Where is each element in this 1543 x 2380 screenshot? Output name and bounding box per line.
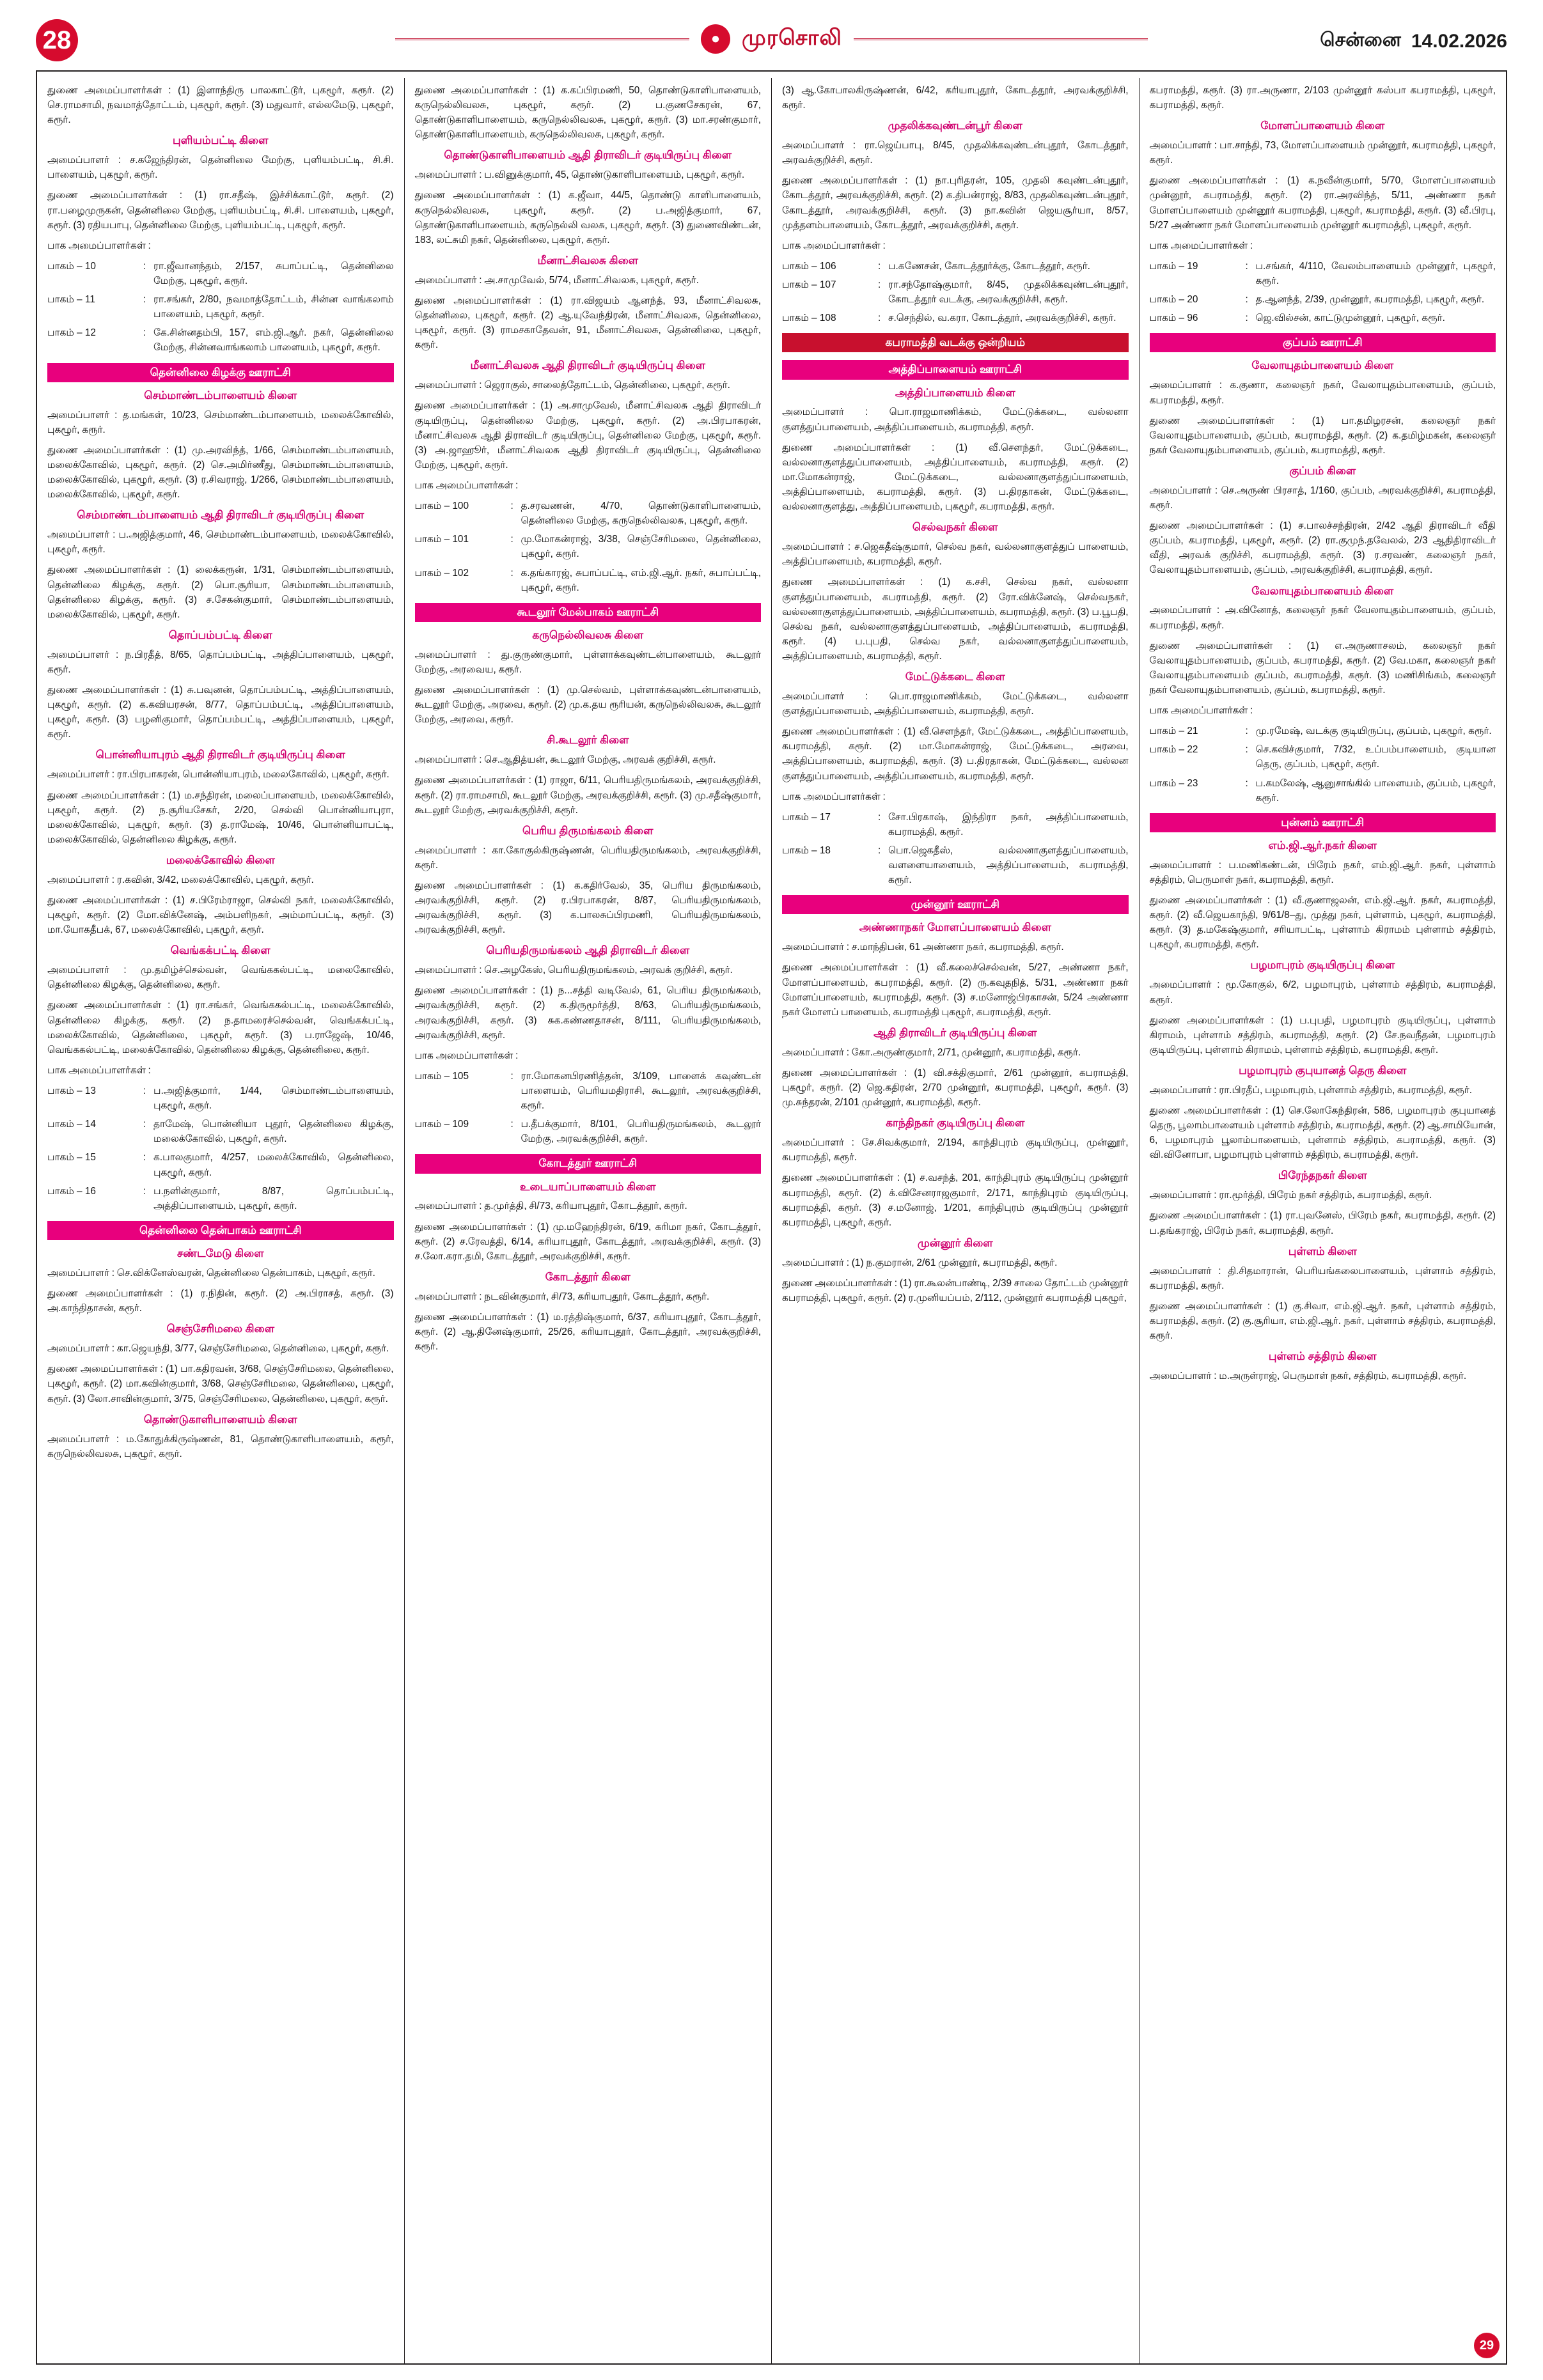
paragraph: துணை அமைப்பாளர்கள் : (1) இளாந்திரு பாலகாட்டூர், புகழூர், கரூர். (2) செ.ராமசாமி, நவமாத்தோட்டம், புகழூர், கரூர். (3) மதுவார், எல்லமேடு, புகழூர், கரூர். — [47, 85, 394, 126]
list-item — [415, 1117, 762, 1146]
section-heading: உடையாப்பாளையம் கிளை — [520, 1180, 656, 1193]
list-item — [415, 1069, 762, 1113]
paragraph: பாக அமைப்பாளர்கள் : — [47, 1064, 151, 1076]
list-item — [47, 1084, 394, 1113]
list-item — [415, 532, 762, 561]
paragraph: துணை அமைப்பாளர்கள் : (1) ப.புபதி, பழமாபுரம் குடியிருப்பு, புள்ளாம் கிராமம், புள்ளாம் சத்திரம், கபராமத்தி, கரூர். (2) சே.நவநீதன், பழமாபுரம் குடியிருப்பு, புள்ளாம் கிராமம், புள்ளாம் சத்திரம், கபராமத்தி, கரூர். — [1149, 1015, 1496, 1055]
paragraph: துணை அமைப்பாளர்கள் : (1) கு.சிவா, எம்.ஜி.ஆர். நகர், புள்ளாம் சத்திரம், கபராமத்தி, கரூர். (2) கு.சூரியா, எம்.ஜி.ஆர். நகர், புள்ளாம் சத்திரம், கபராமத்தி, கரூர். — [1149, 1300, 1496, 1342]
section-heading: புள்ளம் சத்திரம் கிளை — [1268, 1350, 1377, 1363]
list-item-value: ரா.சந்தோஷ்குமார், 8/45, முதலிக்கவுண்டன்புதூர், கோடத்தூர் வடக்கு, அரவக்குறிச்சி, கரூர். — [888, 279, 1129, 306]
list-item — [782, 843, 1129, 887]
list-item — [47, 1150, 394, 1179]
paragraph: அமைப்பாளர் : மு.தமிழ்ச்செல்வன், வெங்ககல்பட்டி, மலைகோவில், தென்னிலை கிழக்கு, தென்னிலை, கரூர். — [47, 965, 394, 991]
list-item-key: பாகம் – 17 — [782, 811, 831, 823]
paragraph: அமைப்பாளர் : ரா.ஜெய்பாபு, 8/45, முதலிக்கவுண்டன்புதூர், கோடத்தூர், அரவக்குறிச்சி, கரூர். — [782, 140, 1129, 166]
list-item-value: மு.மோகன்ராஜ், 3/38, செஞ்சேரிமலை, தென்னிலை, புகழூர், கரூர். — [521, 534, 761, 560]
paragraph: அமைப்பாளர் : நடவின்குமார், சி/73, கரியாபுதூர், கோடத்தூர், கரூர். — [414, 1291, 710, 1302]
paragraph: பாக அமைப்பாளர்கள் : — [414, 480, 519, 491]
paragraph: துணை அமைப்பாளர்கள் : (1) க.சசி, செல்வ நகர், வல்லனா குளத்துப்பாளையம், கபராமத்தி, கரூர். (2) ரோ.விக்னேஷ், செல்வநகர், வல்லனாகுளத்துப்பாளையம், அத்திப்பாளையம், கபராமத்தி, கரூர். (3) ப.பூபதி, செல்வ நகர், வல்லனாகுளத்துப்பாளையம், அத்திப்பாளையம், கபராமத்தி, கரூர். (4) ப.புபதி, செல்வ நகர், வல்லனாகுளத்துப்பாளையம், அத்திப்பாளையம், கபராமத்தி, கரூர். — [782, 577, 1129, 662]
section-heading: பெரிய திருமங்கலம் கிளை — [522, 824, 654, 837]
section-heading: காந்திநகர் குடியிருப்பு கிளை — [886, 1117, 1025, 1130]
list-item-value: க.பாலகுமார், 4/257, மலைக்கோவில், தென்னிலை, புகழூர், கரூர். — [153, 1152, 394, 1178]
section-heading: மீனாட்சிவலசு ஆதி திராவிடர் குடியிருப்பு கிளை — [470, 359, 705, 372]
paragraph: (3) ஆ.கோபாலகிருஷ்ணன், 6/42, கரியாபுதூர், கோடத்தூர், அரவக்குறிச்சி, கரூர். — [782, 85, 1129, 111]
list-item-key: பாகம் – 15 — [47, 1152, 96, 1163]
list-item-value: ப.அஜித்குமார், 1/44, செம்மாண்டம்பாளையம், புகழூர், கரூர். — [153, 1085, 394, 1112]
list-item — [47, 325, 394, 355]
paragraph: துணை அமைப்பாளர்கள் : (1) க.நவீன்குமார், 5/70, மோளப்பாளையம் முன்னூர், கபராமத்தி, கரூர். (2) ரா.அரவிந்த், 5/11, அண்ணா நகர் மோளப்பாளையம் முன்னூர் கபராமத்தி, புகழூர், கபராமத்தி, கரூர். (3) வீ.பிரபு, 5/27 அண்ணா நகர் மோளப்பாளையம் முன்னூர் கபராமத்தி, புகழூர், கரூர். — [1149, 175, 1496, 231]
list-item-separator: : — [143, 260, 146, 272]
paragraph: அமைப்பாளர் : கா.ஜெயந்தி, 3/77, செஞ்சேரிமலை, தென்னிலை, புகழூர், கரூர். — [47, 1343, 389, 1355]
section-heading: தொண்டுகாளிபாளையம் ஆதி திராவிடர் குடியிருப்பு கிளை — [444, 149, 732, 162]
list-item — [1150, 311, 1496, 325]
paragraph: அமைப்பாளர் : செ.ஆதித்யன், கூடலூர் மேற்கு, அரவக் குறிச்சி, கரூர். — [414, 754, 716, 766]
list-item-separator: : — [878, 844, 881, 856]
list-item-key: பாகம் – 21 — [1149, 726, 1198, 737]
paragraph: அமைப்பாளர் : த.மங்கள், 10/23, செம்மாண்டம்பாளையம், மலைக்கோவில், புகழூர், கரூர். — [47, 409, 394, 435]
list-item-value: மு.ரமேஷ், வடக்கு குடியிருப்பு, குப்பம், புகழூர், கரூர். — [1255, 726, 1492, 737]
paragraph: அமைப்பாளர் : ர.கவின், 3/42, மலைக்கோவில், புகழூர், கரூர். — [47, 874, 314, 885]
list-item-value: ஜெ.வில்சன், காட்டுமுன்னூர், புகழூர், கரூர். — [1255, 313, 1445, 324]
paragraph: துணை அமைப்பாளர்கள் : (1) ம.சந்திரன், மலைப்பாளையம், மலைக்கோவில், புகழூர், கரூர். (2) ந.சூரியசேகர், 2/20, செல்வி பொன்னியாபுரா, மலைக்கோவில், புகழூர், கரூர். (3) த.ராமேஷ், 10/46, பொன்னியாபட்டி, மலைக்கோவில், தென்னிலை கிழக்கு, கரூர். — [47, 789, 394, 845]
section-banner: அத்திப்பாளையம் ஊராட்சி — [782, 360, 1129, 379]
masthead-center — [36, 24, 1507, 54]
paragraph: பாக அமைப்பாளர்கள் : — [47, 240, 151, 251]
paragraph: துணை அமைப்பாளர்கள் : (1) பா.தமிழரசன், கலைஞர் நகர் வேலாயுதம்பாளையம், குப்பம், கபராமத்தி, கரூர். (2) க.தமிழ்மகன், கலைஞர் நகர் வேலாயுதம்பாளையம், குப்பம், கபராமத்தி, கரூர். — [1149, 415, 1496, 456]
list-item — [47, 259, 394, 288]
paragraph: அமைப்பாளர் : த.முர்த்தி, சி/73, கரியாபுதூர், கோடத்தூர், கரூர். — [414, 1201, 687, 1212]
paragraph: துணை அமைப்பாளர்கள் : (1) ச.வசந்த், 201, காந்திபுரம் குடியிருப்பு முன்னூர் கபராமத்தி, கரூர். (2) க்.விசேனராஜகுமார், 2/171, காந்திபுரம் குடியிருப்பு, கபராமத்தி, கரூர். (3) ச.மனோஜ், 1/201, காந்திபுரம் குடியிருப்பு முன்னூர் கபராமத்தி, புகழூர், கரூர். — [782, 1172, 1129, 1228]
list-item-value: ப.தீபக்குமார், 8/101, பெரியதிருமங்கலம், கூடலூர் மேற்கு, அரவக்குறிச்சி, கரூர். — [521, 1119, 761, 1145]
section-heading: செம்மாண்டம்பாளையம் கிளை — [144, 389, 297, 401]
paragraph: அமைப்பாளர் : ந.பிரதீத், 8/65, தொப்பம்பட்டி, அத்திப்பாளையம், புகழூர், கரூர். — [47, 649, 394, 675]
list-item-separator: : — [510, 1070, 513, 1082]
paragraph: துணை அமைப்பாளர்கள் : (1) வி.சக்திகுமார், 2/61 முன்னூர், கபராமத்தி, புகழூர், கரூர். (2) ஜெ.கதிரன், 2/70 முன்னூர், கபராமத்தி, புகழூர், கரூர். (3) மு.சுந்தரன், 2/101 முன்னூர், கபராமத்தி, கரூர். — [782, 1067, 1129, 1108]
list-item-key: பாகம் – 96 — [1149, 313, 1198, 324]
paragraph: துணை அமைப்பாளர்கள் : (1) ம.ரத்திஷ்குமார், 6/37, கரியாபுதூர், கோடத்தூர், கரூர். (2) ஆ.தினேஷ்குமார், 25/26, கரியாபுதூர், கோடத்தூர், அரவக்குறிச்சி, கரூர். — [414, 1311, 761, 1353]
list-item-separator: : — [1245, 260, 1248, 272]
section-heading: முன்னூர் கிளை — [917, 1236, 993, 1249]
paragraph: பாக அமைப்பாளர்கள் : — [1149, 705, 1253, 717]
paragraph: அமைப்பாளர் : சே.சிவக்குமார், 2/194, காந்திபுரம் குடியிருப்பு, முன்னூர், கபராமத்தி, கரூர். — [782, 1137, 1129, 1163]
list-item-key: பாகம் – 109 — [414, 1119, 469, 1130]
paragraph: அமைப்பாளர் : ஜெராகுல், சாலைத்தோட்டம், தென்னிலை, புகழூர், கரூர். — [414, 380, 730, 391]
list-item — [1150, 742, 1496, 772]
paragraph: அமைப்பாளர் : து.குருண்குமார், புள்ளாக்கவுண்டன்பாளையம், கூடலூர் மேற்கு, அரவைய, கரூர். — [414, 649, 761, 675]
list-item-value: ப.கணேசன், கோடத்தூர்க்கு, கோடத்தூர், கரூர். — [888, 260, 1090, 272]
list-item-separator: : — [878, 260, 881, 272]
list-item-separator: : — [510, 501, 513, 512]
paragraph: துணை அமைப்பாளர்கள் : (1) வீ.சௌந்தர், மேட்டுக்கடை, அத்திப்பாளையம், கபராமத்தி, கரூர். (2) மா.மோகன்ராஜ், மேட்டுக்கடை, அரவை, அத்திப்பாளையம், கபராமத்தி, கரூர். (3) ப.திரதாகன், மேட்டுக்கடை, வல்லன குளத்துப்பாளையம், அத்திப்பாளையம், கபராமத்தி, கரூர். — [782, 726, 1129, 782]
paragraph: துணை அமைப்பாளர்கள் : (1) ரா.சங்கர், வெங்ககல்பட்டி, மலைக்கோவில், தென்னிலை கிழக்கு, கரூர். (2) ந.தாமரைச்செல்வன், வெங்கக்பட்டி, மலைக்கோவில், தென்னிலை, புகழூர், கரூர். (3) ப.ராஜேஷ், 10/46, வெங்ககல்பட்டி, மலைக்கோவில், தென்னிலை கிழக்கு, தென்னிலை, கரூர். — [47, 1000, 394, 1055]
paragraph: அமைப்பாளர் : ப.மணிகண்டன், பிரேம் நகர், எம்.ஜி.ஆர். நகர், புள்ளாம் சத்திரம், பெருமாள் நகர், கபராமத்தி, கரூர். — [1149, 859, 1496, 885]
paragraph: அமைப்பாளர் : அ.சாமுவேல், 5/74, மீனாட்சிவலசு, புகழூர், கரூர். — [414, 274, 699, 286]
list-item-value: ரா.சங்கர், 2/80, நவமாத்தோட்டம், சின்ன வாங்கலாம் பாளையம், புகழூர், கரூர். — [153, 294, 394, 320]
list-item — [1150, 776, 1496, 805]
section-heading: மலைக்கோவில் கிளை — [166, 853, 275, 866]
list-item-value: ப.நளின்குமார், 8/87, தொப்பம்பட்டி, அத்திப்பாளையம், புகழூர், கரூர். — [153, 1185, 394, 1211]
list-item-separator: : — [510, 1119, 513, 1130]
section-banner: புன்னம் ஊராட்சி — [1150, 813, 1496, 832]
section-heading: வேலாயுதம்பாளையம் கிளை — [1251, 359, 1394, 372]
list-item-key: பாகம் – 100 — [414, 501, 469, 512]
list-item-key: பாகம் – 20 — [1149, 294, 1198, 306]
paragraph: துணை அமைப்பாளர்கள் : (1) க.கதிர்வேல், 35, பெரிய திருமங்கலம், அரவக்குறிச்சி, கரூர். (2) ர.பிரபாகரன், 8/87, பெரியதிருமங்கலம், அரவக்குறிச்சி, கரூர். (3) க.பாலசுப்பிரமணி, பெரியதிருமங்கலம், அரவக்குறிச்சி, கரூர். — [414, 880, 761, 936]
paragraph: துணை அமைப்பாளர்கள் : (1) செ.லோகேந்திரன், 586, பழமாபுரம் குபுயானத் தெரு, பூலாம்பாளையம் புள்ளாம் சத்திரம், கபராமத்தி, கரூர். (2) ஆ.சாமியோன், 6, பழமாபுரம் பூலாம்பாளையம், புள்ளாம் சத்திரம், கபராமத்தி, கரூர். (3) வி.வினோபா, பழமாபுரம் புள்ளாம் சத்திரம், கபராமத்தி, கரூர். — [1149, 1105, 1496, 1161]
list-item-separator: : — [143, 1185, 146, 1197]
list-item — [415, 499, 762, 528]
paragraph: கபராமத்தி, கரூர். (3) ரா.அருணா, 2/103 முன்னூர் கஸ்பா கபராமத்தி, புகழூர், கபராமத்தி, கரூர். — [1149, 85, 1496, 111]
paragraph: அமைப்பாளர் : ச.கஜேந்திரன், தென்னிலை மேற்கு, புளியம்பட்டி, சி.சி. பாளையம், புகழூர், கரூர். — [47, 155, 394, 181]
page-number-badge: 28 — [36, 19, 78, 61]
paragraph: துணை அமைப்பாளர்கள் : (1) மு.மஹேந்திரன், 6/19, கரிமா நகர், கோடத்தூர், கரூர். (2) ச.ரேவத்தி, 6/14, கரியாபுதூர், கோடத்தூர், அரவக்குறிச்சி, கரூர். (3) ச.லோ.கரா.தமி, கோடத்தூர், அரவக்குறிச்சி, கரூர். — [414, 1221, 761, 1262]
list-item-key: பாகம் – 10 — [47, 260, 96, 272]
section-heading: கருநெல்லிவலசு கிளை — [532, 628, 644, 641]
list-item-key: பாகம் – 23 — [1149, 777, 1198, 789]
list-item — [47, 1117, 394, 1146]
list-item — [782, 311, 1129, 325]
list-item — [782, 810, 1129, 839]
paragraph: அமைப்பாளர் : பொ.ராஜமாணிக்கம், மேட்டுக்கடை, வல்லனா குளத்துப்பாளையம், அத்திப்பாளையம், கபராமத்தி, கரூர். — [782, 407, 1129, 433]
section-heading: எம்.ஜி.ஆர்.நகர் கிளை — [1268, 839, 1377, 852]
paragraph: துணை அமைப்பாளர்கள் : (1) ரா.சதீஷ், இச்சிக்காட்டூர், கரூர். (2) ரா.பழைமுருகன், தென்னிலை மேற்கு, புளியம்பட்டி, சி.சி. பாளையம், புகழூர், கரூர். (3) ரதியபாபு, தென்னிலை மேற்கு, புளியம்பட்டி, புகழூர், கரூர். — [47, 190, 394, 231]
section-heading: மோளப்பாளையம் கிளை — [1260, 120, 1385, 132]
paragraph: துணை அமைப்பாளர்கள் : (1) க.கப்பிரமணி, 50, தொண்டுகாளிபாளையம், கருநெல்லிவலசு, புகழூர், கரூர். (2) ப.குணசேகரன், 67, தொண்டுகாளிபாளையம், கருநெல்லிவலசு, புகழூர், கரூர். (3) மா.சரண்குமார், தொண்டுகாளிபாளையம், கருநெல்லிவலசு, புகழூர், கரூர். — [414, 85, 761, 141]
masthead-rule-left — [395, 38, 689, 40]
section-banner: தென்னிலை தென்பாகம் ஊராட்சி — [47, 1221, 394, 1240]
publication-title: முரசொலி — [742, 25, 842, 50]
edition-label: சென்னை — [1320, 29, 1401, 51]
paragraph: துணை அமைப்பாளர்கள் : (1) ர.நிதின், கரூர். (2) அ.பிராசத், கரூர். (3) அ.காந்திதாசன், கரூர். — [47, 1288, 394, 1314]
section-heading: பழமாபுரம் குடியிருப்பு கிளை — [1250, 959, 1395, 972]
section-heading: மேட்டுக்கடை கிளை — [905, 671, 1005, 683]
paragraph: துணை அமைப்பாளர்கள் : (1) நா.புரிதரன், 105, முதலி கவுண்டன்புதூர், கோடத்தூர், அரவக்குறிச்சி, கரூர். (2) க.திபன்ராஜ், 8/83, முதலிகவுண்டன்புதூர், கோடத்தூர், அரவக்குறிச்சி, கரூர். (3) நா.கவின் ஜெயசூர்யா, 8/57, முத்தளம்பாளையம், கோடத்தூர், அரவக்குறிச்சி, கரூர். — [782, 175, 1129, 231]
section-heading: குப்பம் கிளை — [1289, 464, 1356, 477]
list-item-separator: : — [143, 327, 146, 339]
list-item-key: பாகம் – 19 — [1149, 260, 1198, 272]
list-item-value: சோ.பிரகாஷ், இந்திரா நகர், அத்திப்பாளையம், கபராமத்தி, கரூர். — [888, 811, 1129, 837]
section-heading: செல்வநகர் கிளை — [912, 521, 998, 534]
list-item-key: பாகம் – 16 — [47, 1185, 96, 1197]
footer-page-number: 29 — [1474, 2333, 1500, 2358]
section-banner: கோடத்தூர் ஊராட்சி — [415, 1154, 762, 1173]
paragraph: துணை அமைப்பாளர்கள் : (1) ரா.விஜயம் ஆனந்த், 93, மீனாட்சிவலசு, தென்னிலை, புகழூர், கரூர். (2) ஆ.யுவேந்திரன், மீனாட்சிவலசு, தென்னிலை, புகழூர், கரூர். (3) ராமசகாதேவன், 91, மீனாட்சிவலசு, தென்னிலை, புகழூர், கரூர். — [414, 295, 761, 351]
list-item-key: பாகம் – 101 — [414, 534, 469, 545]
section-banner: தென்னிலை கிழக்கு ஊராட்சி — [47, 363, 394, 382]
content-frame — [36, 70, 1507, 2365]
list-item-value: ப.கமலேஷ், ஆனுசாங்கில் பாளையம், குப்பம், புகழூர், கரூர். — [1255, 777, 1496, 804]
section-heading: பழமாபுரம் குபுயானத் தெரு கிளை — [1239, 1064, 1407, 1077]
section-heading: அண்ணாநகர் மோளப்பாளையம் கிளை — [859, 921, 1051, 934]
section-heading: ஆதி திராவிடர் குடியிருப்பு கிளை — [873, 1026, 1037, 1039]
section-heading: பிரேந்தநகர் கிளை — [1278, 1169, 1367, 1182]
list-item-value: செ.கவிச்குமார், 7/32, உப்பம்பாளையம், குடியான தெரு, குப்பம், புகழூர், கரூர். — [1255, 744, 1496, 770]
list-item-value: ரா.ஜீவானந்தம், 2/157, சுபாப்பட்டி, தென்னிலை மேற்கு, புகழூர், கரூர். — [153, 260, 394, 287]
list-item-value: த.சரவணன், 4/70, தொண்டுகாளிபாளையம், தென்னிலை மேற்கு, கருநெல்லிவலசு, புகழூர், கரூர். — [521, 501, 761, 527]
list-item — [1150, 724, 1496, 738]
paragraph: அமைப்பாளர் : ச.ஜெகதீஷ்குமார், செல்வ நகர், வல்லனாகுளத்துப் பாளையம், அத்திப்பாளையம், கபராமத்தி, கரூர். — [782, 541, 1129, 568]
paragraph: அமைப்பாளர் : ம.அருள்ராஜ், பெருமாள் நகர், சத்திரம், கபராமத்தி, கரூர். — [1149, 1371, 1467, 1382]
list-item-separator: : — [510, 534, 513, 545]
list-item-key: பாகம் – 14 — [47, 1119, 96, 1130]
paragraph: துணை அமைப்பாளர்கள் : (1) வீ.குணாஜலன், எம்.ஜி.ஆர். நகர், கபராமத்தி, கரூர். (2) வீ.ஜெயகாந்தி, 9/61/8–து, முத்து நகர், புள்ளாம், புகழூர், கபராமத்தி, கரூர். (3) த.மகேஷ்குமார், சரியாபட்டி, புள்ளாம் கிராமம் புள்ளாம் சத்திரம், புகழூர், கபராமத்தி, கரூர். — [1149, 895, 1496, 951]
list-item-key: பாகம் – 105 — [414, 1070, 469, 1082]
list-item-key: பாகம் – 13 — [47, 1085, 96, 1097]
list-item-value: கே.சின்னதம்பி, 157, எம்.ஜி.ஆர். நகர், தென்னிலை மேற்கு, சின்னவாங்கலாம் பாளையம், புகழூர், கரூர். — [153, 327, 394, 354]
masthead-rule-right — [854, 38, 1148, 40]
section-heading: புளியம்பட்டி கிளை — [173, 134, 269, 147]
paragraph: துணை அமைப்பாளர்கள் : (1) வீ.சௌந்தர், மேட்டுக்கடை, வல்லனாகுளத்துப்பாளையம், அத்திப்பாளையம், கபராமத்தி, கரூர். (2) மா.மோகன்ராஜ், மேட்டுக்கடை, வல்லனாகுளத்துப்பாளையம், அத்திப்பாளையம், கபராமத்தி, கரூர். (3) ப.திரதாகன், மேட்டுக்கடை, வல்லனாகுளத்து, அத்திப்பாளையம், புகழூர், கபராமத்தி, கரூர். — [782, 442, 1129, 513]
section-heading: முதலிக்கவுண்டன்பூர் கிளை — [888, 120, 1022, 132]
paragraph: துணை அமைப்பாளர்கள் : (1) மு.செல்வம், புள்ளாக்கவுண்டன்பாளையம், கூடலூர் மேற்கு, அரவை, கரூர். (2) மு.க.தய ரூரியன், கருநெல்லிவலசு, கூடலூர் மேற்கு, அரவை, கரூர். — [414, 685, 761, 726]
paragraph: துணை அமைப்பாளர்கள் : (1) வீ.கலைச்செல்வன், 5/27, அண்ணா நகர், மோளப்பாளையம், கபராமத்தி, கரூர். (2) ரு.கவுதநித், 5/31, அண்ணா நகர் மோளப்பாளையம், கபராமத்தி, கரூர். (3) ச.மனோஜ்பிரகாசன், 5/24 அண்ணா நகர் மோளப் பாளையம், கபராமத்தி புகழூர், கபராமத்தி, கரூர். — [782, 962, 1129, 1018]
paragraph: அமைப்பாளர் : (1) ந.குமரான், 2/61 முன்னூர், கபராமத்தி, கரூர். — [782, 1257, 1058, 1268]
list-item-separator: : — [1245, 294, 1248, 306]
paragraph: அமைப்பாளர் : மூ.கோகுல், 6/2, பழமாபுரம், புள்ளாம் சத்திரம், கபராமத்தி, கரூர். — [1149, 979, 1496, 1006]
section-heading: கோடத்தூர் கிளை — [545, 1270, 631, 1283]
list-item-value: பொ.ஜெகதீஸ், வல்லனாகுளத்துப்பாளையம், வளளையாளையம், அத்திப்பாளையம், கபராமத்தி, கரூர். — [888, 844, 1129, 886]
paragraph: துணை அமைப்பாளர்கள் : (1) அ.சாமுவேல், மீனாட்சிவலசு ஆதி திராவிடர் குடியிருப்பு, தென்னிலை மேற்கு, புகழூர், கரூர். (2) அ.பிரபாகரன், மீனாட்சிவலசு ஆதி திராவிடர் குடியிருப்பு, தென்னிலை மேற்கு, புகழூர், கரூர். (3) அ.ஜாஹூர், மீனாட்சிவலசு ஆதி திராவிடர் குடியிருப்பு, தென்னிலை மேற்கு, புகழூர், கரூர். — [414, 400, 761, 471]
list-item-separator: : — [143, 1119, 146, 1130]
paragraph: அமைப்பாளர் : செ.அருண் பிரசாத், 1/160, குப்பம், அரவக்குறிச்சி, கபராமத்தி, கரூர். — [1149, 485, 1496, 511]
list-item-separator: : — [1245, 744, 1248, 756]
section-banner: முன்னூர் ஊராட்சி — [782, 895, 1129, 914]
list-item-separator: : — [143, 1152, 146, 1163]
paragraph: பாக அமைப்பாளர்கள் : — [1149, 240, 1253, 251]
masthead — [36, 15, 1507, 66]
paragraph: அமைப்பாளர் : தி.சிதமாரான், பெரியங்கலைபாளையம், புள்ளாம் சத்திரம், கபராமத்தி, கரூர். — [1149, 1265, 1496, 1291]
paragraph: அமைப்பாளர் : செ.அழகேஸ், பெரியதிருமங்கலம், அரவக் குறிச்சி, கரூர். — [414, 965, 733, 976]
section-heading: வேலாயுதம்பாளையம் கிளை — [1251, 584, 1394, 597]
paragraph: அமைப்பாளர் : அ.வினோத், கலைஞர் நகர் வேலாயுதம்பாளையம், குப்பம், கபராமத்தி, கரூர். — [1149, 605, 1496, 631]
paragraph: பாக அமைப்பாளர்கள் : — [782, 791, 886, 802]
paragraph: துணை அமைப்பாளர்கள் : (1) க.ஜீவா, 44/5, தொண்டு காளிபாளையம், கருநெல்லிவலசு, புகழூர், கரூர். (2) ப.அஜித்குமார், 67, தொண்டுகாளிபாளையம், கருநெல்லி வலசு, புகழூர், கரூர். (3) துணைவிண்டன், 183, லட்சுமி நகர், தென்னிலை, புகழூர், கரூர். — [414, 190, 761, 245]
column-2 — [405, 78, 772, 2363]
list-item-separator: : — [878, 313, 881, 324]
column-container — [37, 78, 1506, 2363]
paragraph: துணை அமைப்பாளர்கள் : (1) மு.அரவிந்த், 1/66, செம்மாண்டம்பாளையம், மலைக்கோவில், புகழூர், கரூர். (2) செ.அமிர்ணீது, செம்மாண்டம்பாளையம், மலைக்கோவில், புகழூர், கரூர். (3) ர.சிவராஜ், 1/266, செம்மாண்டம்பாளையம், மலைக்கோவில், புகழூர், கரூர். — [47, 444, 394, 501]
column-3 — [772, 78, 1140, 2363]
list-item — [782, 259, 1129, 274]
section-heading: புள்ளம் கிளை — [1288, 1245, 1357, 1257]
section-banner: குப்பம் ஊராட்சி — [1150, 333, 1496, 352]
list-item-value: க.தங்காரஜ், சுபாப்பட்டி, எம்.ஜி.ஆர். நகர், சுபாப்பட்டி, புகழூர், கரூர். — [521, 567, 761, 593]
section-banner: கபராமத்தி வடக்கு ஒன்றியம் — [782, 333, 1129, 352]
paragraph: அமைப்பாளர் : ப.அஜித்குமார், 46, செம்மாண்டம்பாளையம், மலைக்கோவில், புகழூர், கரூர். — [47, 529, 394, 556]
paragraph: அமைப்பாளர் : செ.விக்னேஸ்வரன், தென்னிலை தென்பாகம், புகழூர், கரூர். — [47, 1267, 375, 1279]
list-item-key: பாகம் – 107 — [782, 279, 836, 291]
masthead-edition-date — [1320, 29, 1507, 54]
list-item-value: ப.சங்கர், 4/110, வேலம்பாளையம் முன்னூர், புகழூர், கரூர். — [1255, 260, 1496, 287]
elephant-logo-icon: ● — [701, 24, 730, 54]
paragraph: துணை அமைப்பாளர்கள் : (1) லைக்கரூன், 1/31, செம்மாண்டம்பாளையம், தென்னிலை கிழக்கு, கரூர். (2) பொ.சூரியா, செம்மாண்டம்பாளையம், தென்னிலை கிழக்கு, கரூர். (3) ச.சேகன்குமார், செம்மாண்டம்பாளையம், மலைக்கோவில், புகழூர், கரூர். — [47, 564, 394, 620]
section-heading: சண்டமேடு கிளை — [176, 1247, 264, 1259]
list-item-value: தாமேஷ், பொன்னியா புதூர், தென்னிலை கிழக்கு, மலைக்கோவில், புகழூர், கரூர். — [153, 1119, 394, 1145]
list-item-value: ச.செந்தில், வ.கரா, கோடத்தூர், அரவக்குறிச்சி, கரூர். — [888, 313, 1116, 324]
list-item-key: பாகம் – 108 — [782, 313, 836, 324]
paragraph: அமைப்பாளர் : பா.சாந்தி, 73, மோளப்பாளையம் முன்னூர், கபராமத்தி, புகழூர், கரூர். — [1149, 140, 1496, 166]
paragraph: துணை அமைப்பாளர்கள் : (1) ச.பாலச்சந்திரன், 2/42 ஆதி திராவிடர் வீதி குப்பம், கபராமத்தி, புகழூர், கரூர். (2) ரா.குமுந்.தவேலல், 2/3 ஆதிதிராவிடர் வீதி, அரவக் குறிச்சி, கபராமத்தி, கரூர். (3) ர.சரவண், கலைஞர் நகர், வேலாயுதம்பாளையம், குப்பம், அரவக்குறிச்சி, கபராமத்தி, கரூர். — [1149, 520, 1496, 576]
section-heading: தொண்டுகாளிபாளையம் கிளை — [143, 1413, 297, 1426]
list-item-separator: : — [1245, 313, 1248, 324]
section-heading: அத்திப்பாளையம் கிளை — [895, 386, 1015, 399]
paragraph: துணை அமைப்பாளர்கள் : (1) ச.பிரேம்ராஜா, செல்வி நகர், மலைக்கோவில், புகழூர், கரூர். (2) மோ.விக்னேஷ், அம்பளிநகர், அம்மாப்பட்டி, கரூர். (3) மா.யோகதீபக், 67, மலைக்கோவில், புகழூர், கரூர். — [47, 894, 394, 936]
paragraph: அமைப்பாளர் : ரா.பிரதீப், பழமாபுரம், புள்ளாம் சத்திரம், கபராமத்தி, கரூர். — [1149, 1084, 1473, 1096]
list-item-key: பாகம் – 11 — [47, 294, 95, 306]
paragraph: அமைப்பாளர் : கோ.அருண்குமார், 2/71, முன்னூர், கபராமத்தி, கரூர். — [782, 1046, 1081, 1058]
list-item-separator: : — [1245, 726, 1248, 737]
section-heading: பெரியதிருமங்கலம் ஆதி திராவிடர் கிளை — [486, 944, 690, 957]
list-item — [415, 566, 762, 595]
paragraph: அமைப்பாளர் : கா.கோகுல்கிருஷ்ணன், பெரியதிருமங்கலம், அரவக்குறிச்சி, கரூர். — [414, 844, 761, 871]
section-banner: கூடலூர் மேல்பாகம் ஊராட்சி — [415, 603, 762, 622]
paragraph: துணை அமைப்பாளர்கள் : (1) பா.கதிரவன், 3/68, செஞ்சேரிமலை, தென்னிலை, புகழூர், கரூர். (2) மா.கவின்குமார், 3/68, செஞ்சேரிமலை, தென்னிலை, புகழூர், கரூர். (3) லோ.சாவின்குமார், 3/75, செஞ்சேரிமலை, தென்னிலை, புகழூர், கரூர். — [47, 1364, 394, 1404]
list-item-key: பாகம் – 12 — [47, 327, 96, 339]
section-heading: பொன்னியாபுரம் ஆதி திராவிடர் குடியிருப்பு கிளை — [95, 749, 345, 761]
paragraph: துணை அமைப்பாளர்கள் : (1) ராஜா, 6/11, பெரியதிருமங்கலம், அரவக்குறிச்சி, கரூர். (2) ரா.ராமசாமி, கூடலூர் மேற்கு, அரவக்குறிச்சி, கரூர். (3) மு.சதீஷ்குமார், கூடலூர் மேற்கு, அரவக்குறிச்சி, கரூர். — [414, 775, 761, 816]
section-heading: மீனாட்சிவலசு கிளை — [537, 254, 638, 267]
list-item-separator: : — [143, 1085, 146, 1097]
paragraph: அமைப்பாளர் : ச.மாந்திபன், 61 அண்ணா நகர், கபராமத்தி, கரூர். — [782, 942, 1064, 953]
column-1 — [37, 78, 405, 2363]
list-item-value: த.ஆனந்த், 2/39, முன்னூர், கபராமத்தி, புகழூர், கரூர். — [1255, 294, 1485, 306]
list-item — [47, 1184, 394, 1213]
paragraph: அமைப்பாளர் : ம.கோதுக்கிருஷ்ணன், 81, தொண்டுகாளிபாளையம், கரூர், கருநெல்லிவலசு, புகழூர், கரூர். — [47, 1433, 394, 1459]
paragraph: பாக அமைப்பாளர்கள் : — [782, 240, 886, 251]
list-item-separator: : — [878, 811, 881, 823]
section-heading: தொப்பம்பட்டி கிளை — [168, 628, 272, 641]
list-item-key: பாகம் – 18 — [782, 844, 831, 856]
paragraph: பாக அமைப்பாளர்கள் : — [414, 1050, 519, 1061]
paragraph: அமைப்பாளர் : க.குணா, கலைஞர் நகர், வேலாயுதம்பாளையம், குப்பம், கபராமத்தி, கரூர். — [1149, 380, 1496, 406]
list-item — [47, 292, 394, 322]
paragraph: அமைப்பாளர் : பொ.ராஜமாணிக்கம், மேட்டுக்கடை, வல்லனா குளத்துப்பாளையம், அத்திப்பாளையம், கபராமத்தி, கரூர். — [782, 691, 1129, 717]
section-heading: செஞ்சேரிமலை கிளை — [166, 1323, 275, 1335]
section-heading: செம்மாண்டம்பாளையம் ஆதி திராவிடர் குடியிருப்பு கிளை — [77, 509, 364, 522]
list-item-separator: : — [878, 279, 881, 291]
column-4 — [1140, 78, 1507, 2363]
list-item-key: பாகம் – 22 — [1149, 744, 1198, 756]
section-heading: வெங்கக்பட்டி கிளை — [170, 944, 270, 957]
paragraph: அமைப்பாளர் : ப.வினுக்குமார், 45, தொண்டுகாளிபாளையம், புகழூர், கரூர். — [414, 169, 745, 181]
paragraph: துணை அமைப்பாளர்கள் : (1) ரா.கூலன்பாண்டி, 2/39 சாலை தோட்டம் முன்னூர் கபராமத்தி, புகழூர், கரூர். (2) ர.முனியப்பம், 2/112, முன்னூர் கபராமத்தி புகழூர், — [782, 1277, 1129, 1304]
list-item-value: ரா.மோகனபிரணித்தன், 3/109, பாளைக் கவுண்டன் பாளையம், பெரியமதிராசி, கூடலூர், அரவக்குறிச்சி, கரூர். — [521, 1070, 761, 1112]
paragraph: அமைப்பாளர் : ரா.பிரபாகரன், பொன்னியாபுரம், மலைகோவில், புகழூர், கரூர். — [47, 769, 389, 781]
list-item — [782, 277, 1129, 307]
paragraph: துணை அமைப்பாளர்கள் : (1) ந...சத்தி வடிவேல், 61, பெரிய திருமங்கலம், அரவக்குறிச்சி, கரூர். (2) க.திருமூர்த்தி, 8/63, பெரியதிருமங்கலம், அரவக்குறிச்சி, கரூர். (3) சுக.கண்ணதாசன், 8/111, பெரியதிருமங்கலம், அரவக்குறிச்சி, கரூர். — [414, 985, 761, 1041]
section-heading: சி.கூடலூர் கிளை — [547, 734, 629, 747]
paragraph: துணை அமைப்பாளர்கள் : (1) எ.அருணாசலம், கலைஞர் நகர் வேலாயுதம்பாளையம், குப்பம், கபராமத்தி, கரூர். (2) வே.மகா, கலைஞர் நகர் வேலாயுதம்பாளையம் குப்பம், கபராமத்தி, கரூர். (3) மணிசிங்கம், கலைஞர் நகர் வேலாயுதம்பாளையம், குப்பம், கபராமத்தி, கரூர். — [1149, 640, 1496, 696]
list-item-key: பாகம் – 106 — [782, 260, 836, 272]
date-label: 14.02.2026 — [1411, 31, 1507, 52]
paragraph: துணை அமைப்பாளர்கள் : (1) ரா.புவனேஸ், பிரேம் நகர், கபராமத்தி, கரூர். (2) ப.தங்கராஜ், பிரேம் நகர், கபராமத்தி, கரூர். — [1149, 1210, 1496, 1236]
list-item — [1150, 292, 1496, 307]
list-item-key: பாகம் – 102 — [414, 567, 469, 579]
paragraph: அமைப்பாளர் : ரா.மூர்த்தி, பிரேம் நகர் சத்திரம், கபராமத்தி, கரூர். — [1149, 1190, 1432, 1201]
list-item-separator: : — [143, 294, 146, 306]
list-item-separator: : — [1245, 777, 1248, 789]
paragraph: துணை அமைப்பாளர்கள் : (1) சு.பவுனன், தொப்பம்பட்டி, அத்திப்பாளையம், புகழூர், கரூர். (2) க.கவியரசன், 8/77, தொப்பம்பட்டி, அத்திப்பாளையம், புகழூர், கரூர். (3) பழனிகுமார், தொப்பம்பட்டி, அத்திப்பாளையம், புகழூர், கரூர். — [47, 685, 394, 740]
list-item — [1150, 259, 1496, 288]
list-item-separator: : — [510, 567, 513, 579]
